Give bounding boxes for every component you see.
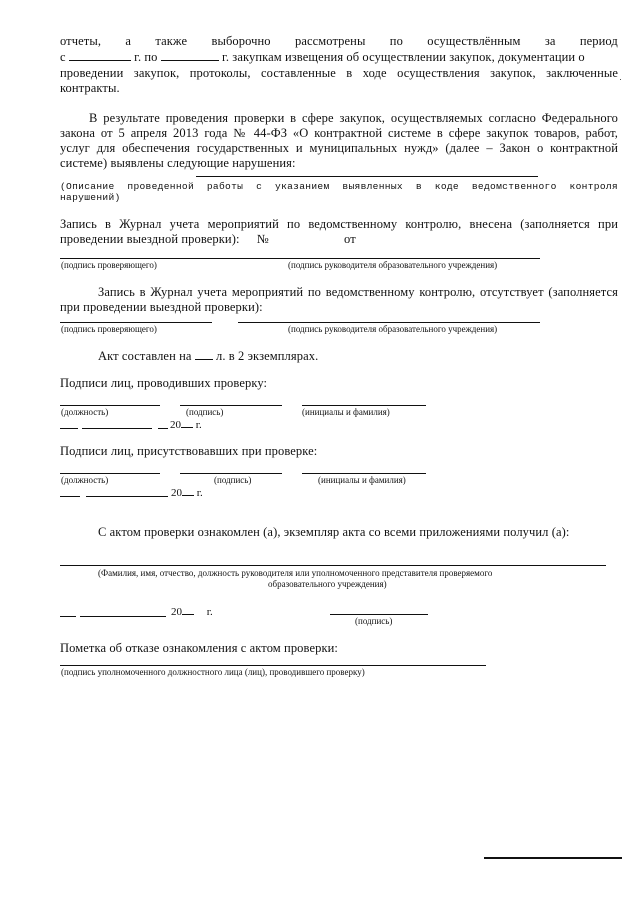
violations-line (196, 176, 538, 177)
present-heading: Подписи лиц, присутствовавших при проверке: (60, 444, 318, 458)
period-to-blank (161, 50, 219, 61)
top-word: период (579, 34, 618, 48)
present-initials-caption: (инициалы и фамилия) (318, 475, 406, 485)
top-word: отчеты, (60, 34, 102, 48)
top-word: рассмотрены (294, 34, 366, 48)
refusal-caption: (подпись уполномоченного должностного лица (лиц), проводившего проверку) (61, 667, 365, 677)
acquainted-signature-line (330, 614, 428, 615)
result-line-2: закона от 5 апреля 2013 года № 44-ФЗ «О контрактной системе в сфере закупок товаров, работ, (60, 126, 618, 140)
top-line-2-rest: г. закупкам извещения об осуществлении закупок, документации о (222, 50, 585, 64)
journal-absent-head-line (238, 322, 540, 323)
acquainted-caption-2: образовательного учреждения) (268, 579, 387, 589)
act-pages-blank (195, 349, 213, 360)
top-line-2 (60, 50, 618, 64)
present-signature-caption: (подпись) (214, 475, 252, 485)
present-g: г. (196, 487, 203, 499)
violations-caption-1: (Описание проведенной работы с указанием выявленных в коде ведомственного контроля (60, 181, 618, 192)
journal-from-label: от (344, 232, 356, 246)
result-line-4: системе) выявлены следующие нарушения: (60, 156, 296, 170)
acquainted-signature-caption: (подпись) (355, 616, 393, 626)
act-compiled-prefix: Акт составлен на (98, 349, 192, 363)
journal-absent-head-caption: (подпись руководителя образовательного учреждения) (288, 324, 498, 334)
journal-no-label: № (256, 232, 269, 246)
journal-entered-sign-line (60, 258, 540, 259)
signers-year-prefix: 20 (170, 419, 181, 431)
signers-date-month-line (82, 428, 152, 429)
present-date-day-line (60, 496, 80, 497)
period-c-label: с (60, 50, 66, 64)
period-po-label: г. по (134, 50, 158, 64)
corner-dot (620, 79, 621, 80)
refusal-line (60, 665, 486, 666)
top-word: по (389, 34, 403, 48)
top-word: также (155, 34, 188, 48)
acquainted-date-year (171, 605, 213, 618)
signers-g: г. (195, 419, 202, 431)
acquainted-caption-1: (Фамилия, имя, отчество, должность руководителя или уполномоченного представителя проверяемого (98, 568, 493, 578)
acquainted-g: г. (206, 606, 213, 618)
journal-absent-line-1: Запись в Журнал учета мероприятий по ведомственному контролю, отсутствует (заполняется (98, 285, 618, 299)
present-year-blank (182, 486, 194, 496)
journal-entered-line-2 (60, 232, 356, 246)
top-line-1 (60, 34, 618, 48)
period-from-blank (69, 50, 131, 61)
present-date-year (171, 486, 203, 499)
journal-absent-inspector-line (60, 322, 212, 323)
acquainted-line (60, 565, 606, 566)
acquainted-date-day-line (60, 616, 76, 617)
present-year-prefix: 20 (171, 487, 182, 499)
acquainted-text: С актом проверки ознакомлен (а), экземпляр акта со всеми приложениями получил (а): (98, 525, 570, 539)
signers-initials-line (302, 405, 426, 406)
acquainted-year-prefix: 20 (171, 606, 182, 618)
refusal-heading: Пометка об отказе ознакомления с актом проверки: (60, 641, 338, 655)
top-line-3: проведении закупок, протоколы, составленные в ходе осуществления закупок, заключенные (60, 66, 618, 80)
act-compiled (98, 349, 318, 363)
top-word: за (544, 34, 556, 48)
signers-position-caption: (должность) (61, 407, 109, 417)
present-position-caption: (должность) (61, 475, 109, 485)
signers-initials-caption: (инициалы и фамилия) (302, 407, 390, 417)
signers-heading: Подписи лиц, проводивших проверку: (60, 376, 268, 390)
journal-entered-inspector-caption: (подпись проверяющего) (61, 260, 157, 270)
present-initials-line (302, 473, 426, 474)
result-line-3: услуг для обеспечения государственных и муниципальных нужд» (далее – Закон о контрактной (60, 141, 618, 155)
acquainted-date-month-line (80, 616, 166, 617)
signers-year-blank (181, 418, 193, 428)
violations-caption-2: нарушений) (60, 192, 121, 203)
present-position-line (60, 473, 160, 474)
signers-date-lead-line (158, 428, 168, 429)
journal-entered-head-caption: (подпись руководителя образовательного учреждения) (288, 260, 498, 270)
signers-date-year (170, 418, 202, 431)
signers-signature-caption: (подпись) (186, 407, 224, 417)
journal-entered-line-1: Запись в Журнал учета мероприятий по ведомственному контролю, внесена (заполняется при (60, 217, 618, 231)
acquainted-year-blank (182, 605, 194, 615)
signers-date-day-line (60, 428, 78, 429)
journal-entered-prefix: проведении выездной проверки): (60, 232, 240, 246)
top-word: осуществлённым (427, 34, 521, 48)
present-signature-line (180, 473, 282, 474)
act-compiled-suffix: л. в 2 экземплярах. (216, 349, 319, 363)
signers-position-line (60, 405, 160, 406)
footer-rule (484, 857, 622, 859)
top-word: а (125, 34, 132, 48)
present-date-month-line (86, 496, 168, 497)
result-line-1: В результате проведения проверки в сфере закупок, осуществляемых согласно Федерального (89, 111, 618, 125)
signers-signature-line (180, 405, 282, 406)
journal-absent-inspector-caption: (подпись проверяющего) (61, 324, 157, 334)
top-word: выборочно (211, 34, 271, 48)
journal-absent-line-2: при проведении выездной проверки): (60, 300, 263, 314)
top-line-4: контракты. (60, 81, 120, 95)
